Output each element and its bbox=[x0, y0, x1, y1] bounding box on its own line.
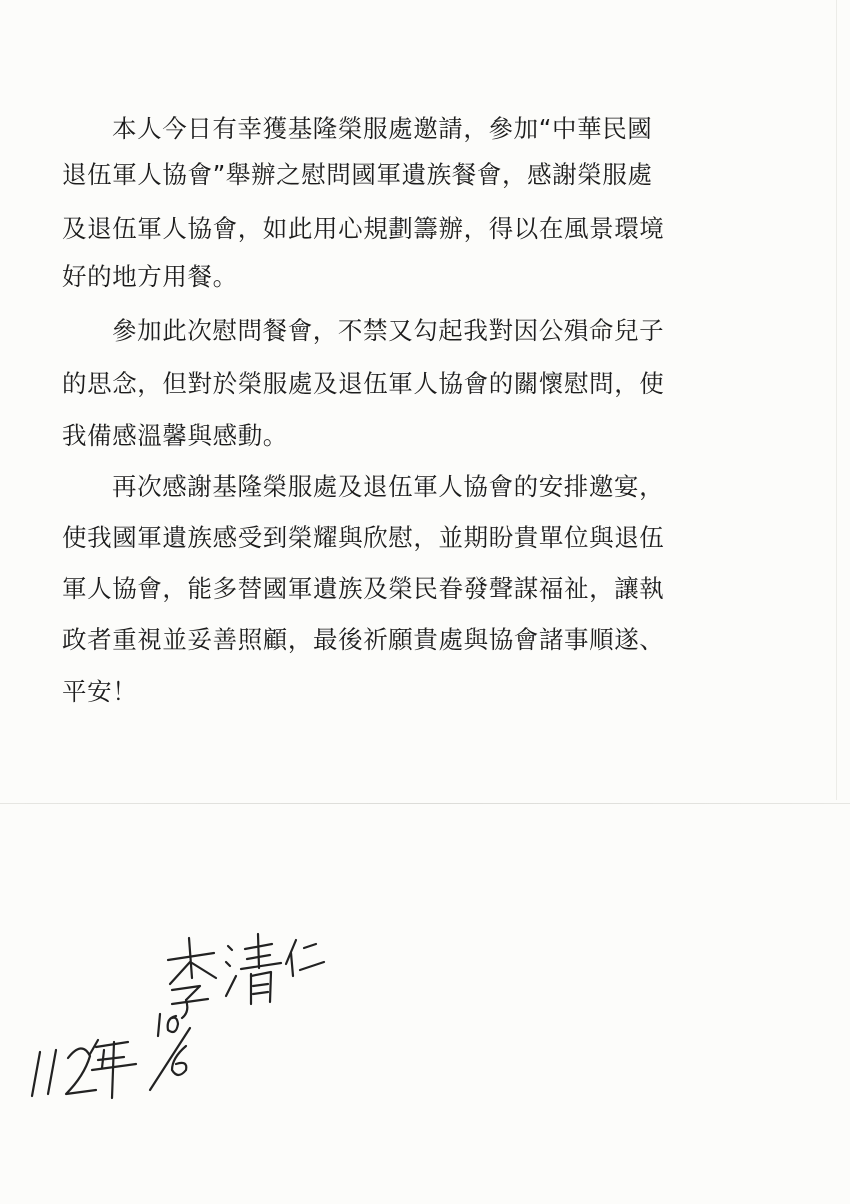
signature-char-qing bbox=[226, 934, 281, 1004]
letter-line: 及退伍軍人協會，如此用心規劃籌辦，得以在風景環境 bbox=[62, 214, 665, 243]
letter-line: 我備感溫馨與感動。 bbox=[62, 421, 288, 450]
letter-line: 好的地方用餐。 bbox=[62, 262, 238, 291]
date-year-digits bbox=[32, 1048, 96, 1096]
date-year-char bbox=[90, 1040, 136, 1098]
letter-line: 參加此次慰問餐會，不禁又勾起我對因公殞命兒子 bbox=[112, 316, 665, 345]
signature-char-ren bbox=[286, 940, 324, 976]
signature-char-li bbox=[168, 938, 216, 1018]
letter-line: 再次感謝基隆榮服處及退伍軍人協會的安排邀宴， bbox=[112, 472, 665, 501]
date-month-day bbox=[150, 1014, 190, 1090]
letter-line: 退伍軍人協會”舉辦之慰問國軍遺族餐會，感謝榮服處 bbox=[62, 160, 653, 189]
letter-line: 政者重視並妥善照顧，最後祈願貴處與協會諸事順遂、 bbox=[62, 625, 665, 654]
letter-line: 本人今日有幸獲基隆榮服處邀請，參加“中華民國 bbox=[112, 114, 653, 143]
letter-line: 的思念，但對於榮服處及退伍軍人協會的關懷慰問，使 bbox=[62, 369, 665, 398]
letter-line: 使我國軍遺族感受到榮耀與欣慰，並期盼貴單位與退伍 bbox=[62, 523, 665, 552]
letter-line: 平安！ bbox=[62, 677, 138, 706]
letter-line: 軍人協會，能多替國軍遺族及榮民眷發聲謀福祉，讓執 bbox=[62, 574, 665, 603]
